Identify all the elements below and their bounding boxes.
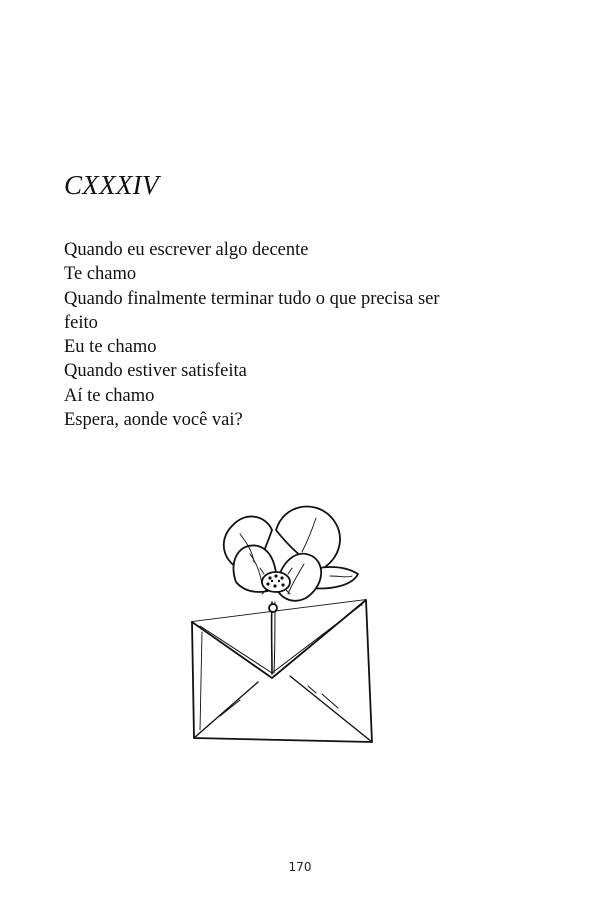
poem-line: Espera, aonde você vai? [64,410,243,431]
poem-line: Quando estiver satisfeita [64,361,247,382]
poem-line: Aí te chamo [64,385,155,406]
poem-line: feito [64,312,98,333]
poem-title: CXXXIV [64,170,159,200]
poem-line: Te chamo [64,264,137,285]
poppy-in-envelope-icon [180,490,380,750]
poem-body [64,238,534,432]
page-number: 170 [288,860,312,874]
poem-line: Quando finalmente terminar tudo o que precisa ser [64,288,440,309]
poem-line: Quando eu escrever algo decente [64,240,309,260]
poem-line: Eu te chamo [64,337,157,358]
